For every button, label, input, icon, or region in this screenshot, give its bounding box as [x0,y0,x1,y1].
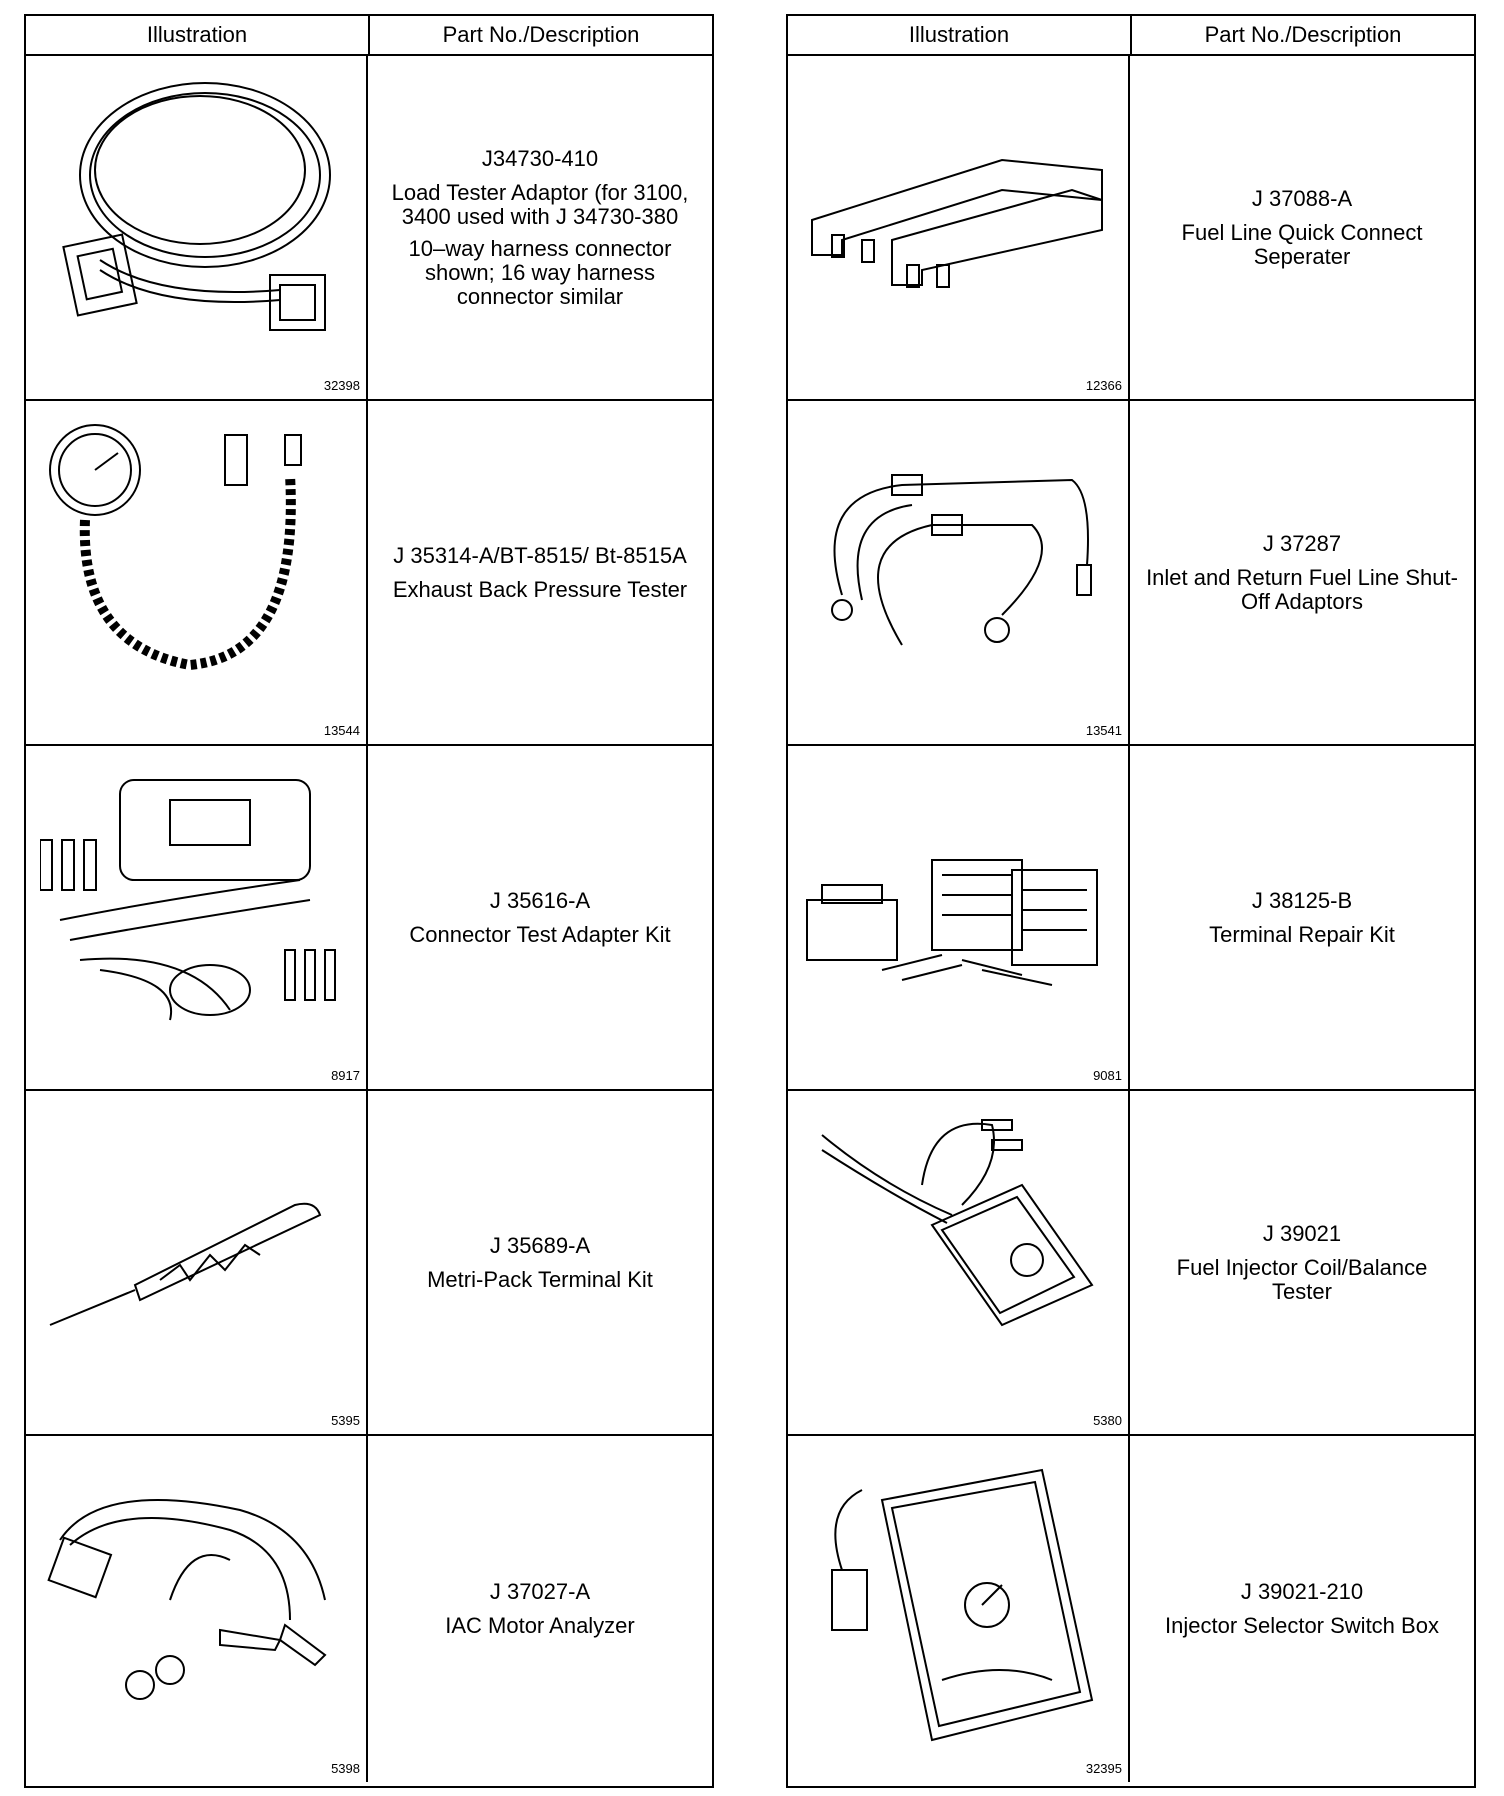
figure-number: 12366 [1085,378,1122,393]
illustration-cell [26,56,368,399]
description-cell [1130,401,1474,744]
part-number: J34730-410 [481,145,599,171]
pressure-gauge-icon [40,415,350,715]
table-row [788,1091,1474,1436]
table-row [788,746,1474,1091]
tool-table-right [786,14,1476,1788]
table-row [788,401,1474,746]
part-description: Load Tester Adaptor (for 3100, 3400 used with J 34730-380 [391,179,689,229]
analyzer-leads-icon [40,1450,350,1750]
description-cell [1130,1436,1474,1782]
table-row [26,1091,712,1436]
part-number: J 35689-A [489,1232,591,1258]
description-cell [368,746,712,1089]
table-row [26,1436,712,1782]
header-part-description: Part No./Description [442,22,640,47]
part-description: Fuel Line Quick Connect Seperater [1181,219,1423,269]
figure-number: 13544 [323,723,360,738]
shutoff-adaptor-hoses-icon [802,415,1112,715]
description-cell [368,1091,712,1434]
table-row [788,1436,1474,1782]
quick-connect-separator-icon [802,70,1112,370]
selector-switch-box-icon [802,1450,1112,1750]
part-note: 10–way harness connector shown; 16 way harness connector similar [408,235,672,309]
description-cell [1130,746,1474,1089]
terminal-tool-icon [40,1105,350,1405]
part-number: J 35314-A/BT-8515/ Bt-8515A [393,542,687,568]
description-cell [368,56,712,399]
illustration-cell [26,1436,368,1782]
part-description: IAC Motor Analyzer [445,1613,635,1638]
tool-table-left [24,14,714,1788]
part-description: Connector Test Adapter Kit [409,921,671,947]
table-row [26,746,712,1091]
illustration-cell [788,746,1130,1089]
terminal-repair-kit-icon [802,760,1112,1060]
part-number: J 37287 [1262,530,1342,556]
part-number: J 39021-210 [1240,1579,1364,1604]
figure-number: 5398 [331,1761,360,1776]
adapter-kit-case-icon [40,760,350,1060]
figure-number: 8917 [331,1068,360,1083]
figure-number: 32395 [1085,1761,1122,1776]
part-description: Fuel Injector Coil/Balance Tester [1176,1254,1428,1304]
part-description: Metri-Pack Terminal Kit [427,1266,653,1292]
figure-number: 9081 [1093,1068,1122,1083]
illustration-cell [26,401,368,744]
table-row [26,56,712,401]
illustration-cell [26,1091,368,1434]
part-number: J 39021 [1262,1220,1342,1246]
table-row [26,401,712,746]
illustration-cell [788,1091,1130,1434]
figure-number: 5395 [331,1413,360,1428]
figure-number: 13541 [1085,723,1122,738]
illustration-cell [26,746,368,1089]
part-number: J 35616-A [489,887,591,913]
part-description: Exhaust Back Pressure Tester [392,576,688,602]
header-illustration: Illustration [26,16,370,54]
description-cell [1130,56,1474,399]
part-description: Injector Selector Switch Box [1165,1613,1439,1638]
table-header [788,16,1474,56]
part-number: J 37088-A [1251,185,1353,211]
description-cell [1130,1091,1474,1434]
illustration-cell [788,1436,1130,1782]
part-number: J 38125-B [1251,887,1353,913]
part-number: J 37027-A [489,1579,591,1604]
figure-number: 5380 [1093,1413,1122,1428]
header-illustration: Illustration [788,16,1132,54]
figure-number: 32398 [323,378,360,393]
illustration-cell [788,56,1130,399]
table-header [26,16,712,56]
description-cell [368,401,712,744]
part-description: Terminal Repair Kit [1209,921,1395,947]
table-row [788,56,1474,401]
harness-adaptor-icon [40,70,350,370]
description-cell [368,1436,712,1782]
injector-tester-icon [802,1105,1112,1405]
part-description: Inlet and Return Fuel Line Shut-Off Adaptors [1146,564,1458,614]
header-part-description: Part No./Description [1204,22,1402,47]
illustration-cell [788,401,1130,744]
